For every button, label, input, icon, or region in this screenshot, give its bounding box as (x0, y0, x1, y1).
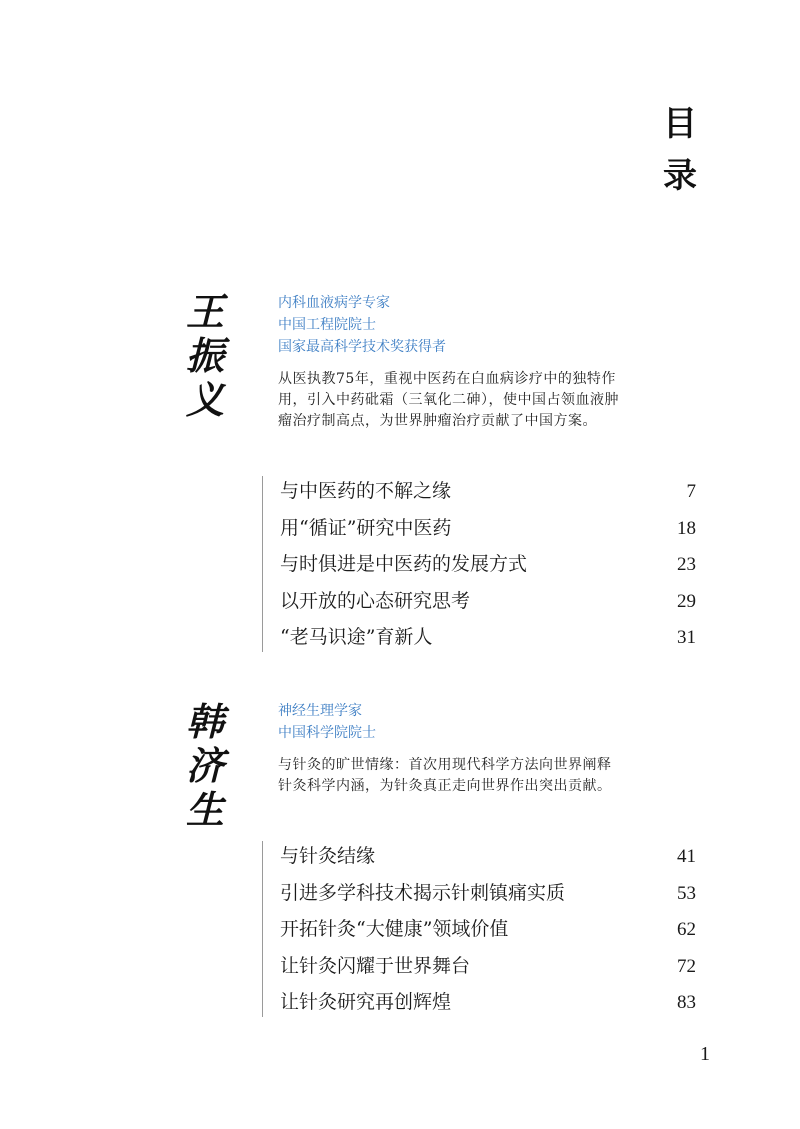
toc-entry[interactable] (280, 951, 696, 988)
toc-entry-page: 18 (677, 517, 696, 539)
toc-entry-title: 与中医药的不解之缘 (280, 480, 452, 502)
toc-entry-page: 7 (686, 481, 696, 502)
toc-entry[interactable] (280, 914, 696, 951)
person-name-char: 韩 (185, 699, 224, 744)
toc-entry-page: 53 (677, 882, 696, 904)
section-divider (262, 476, 263, 652)
toc-entry-page: 23 (677, 554, 696, 575)
toc-entry-page: 31 (677, 627, 696, 648)
role-line: 国家最高科学技术奖获得者 (278, 339, 446, 355)
toc-entry-page: 29 (677, 590, 696, 612)
toc-entry-title: 引进多学科技术揭示针刺镇痛实质 (280, 881, 566, 904)
person-bio: 与针灸的旷世情缘：首次用现代科学方法向世界阐释针灸科学内涵，为针灸真正走向世界作出突出贡献。 (278, 757, 612, 794)
page-number: 1 (700, 1043, 710, 1065)
toc-entry-title: 开拓针灸“大健康”领域价值 (280, 918, 509, 940)
person-name-char: 王 (185, 289, 224, 334)
toc-entry-page: 41 (677, 846, 696, 867)
toc-entry[interactable] (280, 476, 696, 513)
toc-entry[interactable] (280, 549, 696, 586)
toc-entry-page: 83 (677, 992, 696, 1013)
role-line: 中国科学院院士 (278, 725, 376, 741)
toc-entry[interactable] (280, 987, 696, 1024)
toc-entry[interactable] (280, 841, 696, 878)
toc-entry-page: 72 (677, 955, 696, 977)
toc-entry-title: 用“循证”研究中医药 (280, 516, 452, 539)
person-roles (278, 700, 376, 744)
toc-entry-title: 与时俱进是中医药的发展方式 (280, 553, 528, 575)
role-line: 内科血液病学专家 (278, 295, 390, 311)
page-title-char: 录 (663, 156, 697, 196)
toc-entry-title: 让针灸闪耀于世界舞台 (280, 954, 471, 977)
person-name-char: 济 (185, 743, 224, 788)
toc-entry[interactable] (280, 586, 696, 623)
section-divider (262, 841, 263, 1017)
person-name (180, 700, 230, 832)
toc-list (280, 841, 696, 1024)
toc-entry[interactable] (280, 878, 696, 915)
toc-entry-title: 让针灸研究再创辉煌 (280, 991, 452, 1013)
toc-entry[interactable] (280, 622, 696, 659)
page-title-char: 目 (663, 104, 697, 144)
toc-entry-page: 62 (677, 919, 696, 940)
person-roles (278, 292, 446, 358)
toc-entry-title: 以开放的心态研究思考 (280, 589, 471, 612)
toc-entry-title: “老马识途”育新人 (280, 626, 433, 648)
person-name-char: 振 (185, 333, 224, 378)
person-name (180, 290, 230, 422)
role-line: 神经生理学家 (278, 703, 362, 719)
page-title (658, 98, 702, 202)
toc-entry[interactable] (280, 513, 696, 550)
toc-list (280, 476, 696, 659)
role-line: 中国工程院院士 (278, 317, 376, 333)
toc-entry-title: 与针灸结缘 (280, 845, 376, 867)
person-name-char: 生 (185, 787, 224, 832)
person-name-char: 义 (185, 377, 224, 422)
person-bio: 从医执教75年，重视中医药在白血病诊疗中的独特作用，引入中药砒霜（三氧化二砷），使中国占领血液肿瘤治疗制高点，为世界肿瘤治疗贡献了中国方案。 (278, 371, 619, 429)
